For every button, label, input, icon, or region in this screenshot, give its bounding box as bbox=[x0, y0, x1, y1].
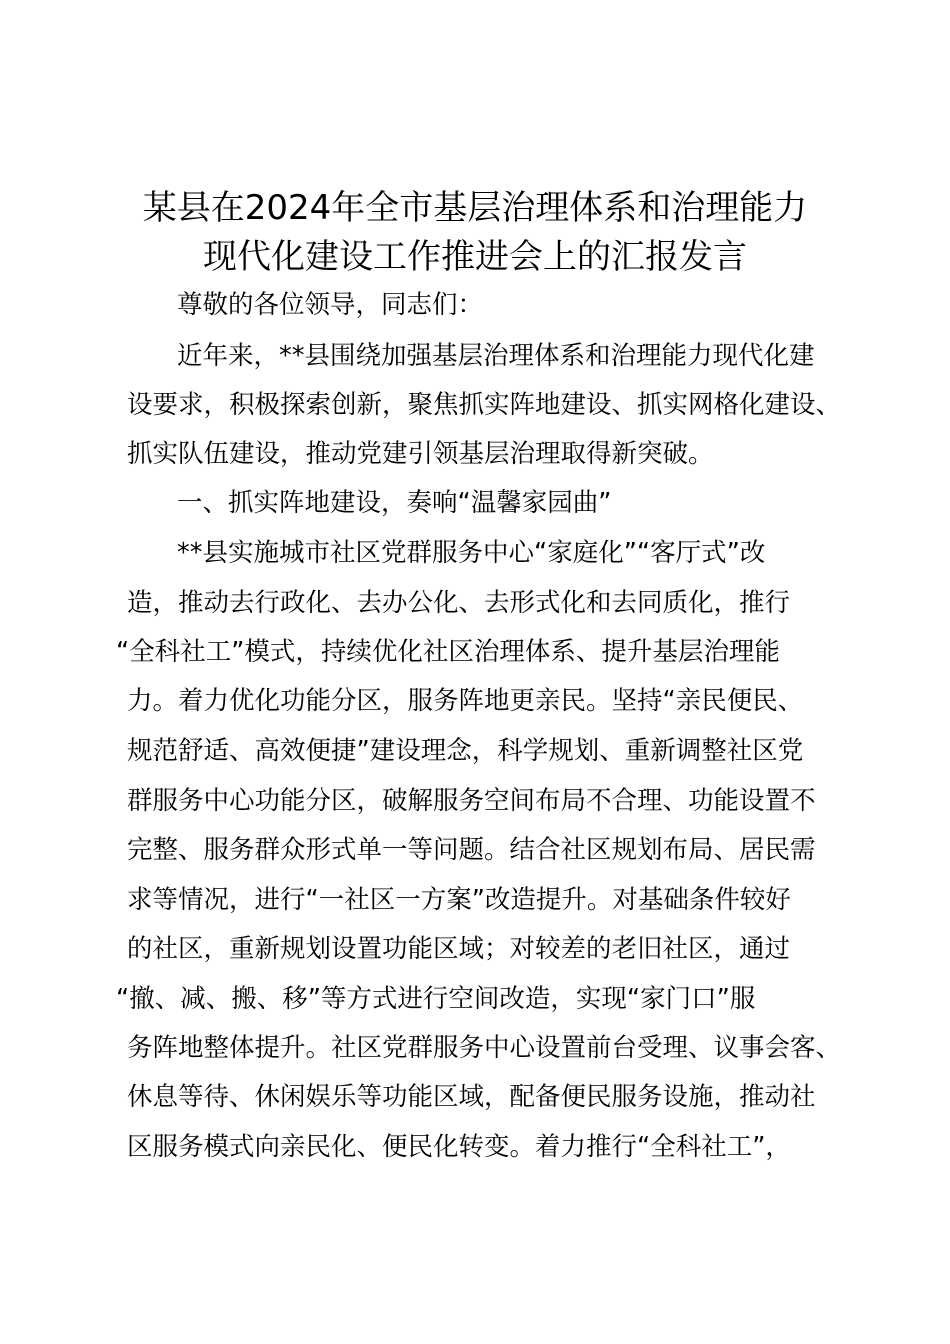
paragraph-line: 求等情况，进行“一社区一方案”改造提升。对基础条件较好 bbox=[127, 885, 791, 915]
paragraph-line: 完整、服务群众形式单一等问题。结合社区规划布局、居民需 bbox=[127, 835, 816, 865]
paragraph-line: 规范舒适、高效便捷”建设理念，科学规划、重新调整社区党 bbox=[127, 736, 804, 766]
paragraph-line: 务阵地整体提升。社区党群服务中心设置前台受理、议事会客、 bbox=[127, 1033, 842, 1063]
paragraph-line: 抓实队伍建设，推动党建引领基层治理取得新突破。 bbox=[127, 439, 714, 469]
paragraph-line: 设要求，积极探索创新，聚焦抓实阵地建设、抓实网格化建设、 bbox=[127, 390, 842, 420]
salutation: 尊敬的各位领导，同志们： bbox=[177, 290, 484, 320]
paragraph-line: 群服务中心功能分区，破解服务空间布局不合理、功能设置不 bbox=[127, 786, 816, 816]
paragraph-line: 力。着力优化功能分区，服务阵地更亲民。坚持“亲民便民、 bbox=[127, 686, 804, 716]
section-heading: 一、抓实阵地建设，奏响“温馨家园曲” bbox=[177, 488, 612, 518]
paragraph-line: 近年来，**县围绕加强基层治理体系和治理能力现代化建 bbox=[177, 341, 815, 371]
paragraph-line: 的社区，重新规划设置功能区域；对较差的老旧社区，通过 bbox=[127, 934, 791, 964]
paragraph-line: 造，推动去行政化、去办公化、去形式化和去同质化，推行 bbox=[127, 588, 791, 618]
document-title-line-2: 现代化建设工作推进会上的汇报发言 bbox=[203, 237, 747, 277]
paragraph-line: “撤、减、搬、移”等方式进行空间改造，实现“家门口”服 bbox=[116, 984, 756, 1014]
document-title-line-1: 某县在2024年全市基层治理体系和治理能力 bbox=[142, 188, 808, 228]
paragraph-line: “全科社工”模式，持续优化社区治理体系、提升基层治理能 bbox=[116, 637, 780, 667]
paragraph-line: 休息等待、休闲娱乐等功能区域，配备便民服务设施，推动社 bbox=[127, 1082, 816, 1112]
paragraph-line: **县实施城市社区党群服务中心“家庭化”“客厅式”改 bbox=[177, 538, 766, 568]
paragraph-line: 区服务模式向亲民化、便民化转变。着力推行“全科社工”， bbox=[127, 1132, 791, 1162]
